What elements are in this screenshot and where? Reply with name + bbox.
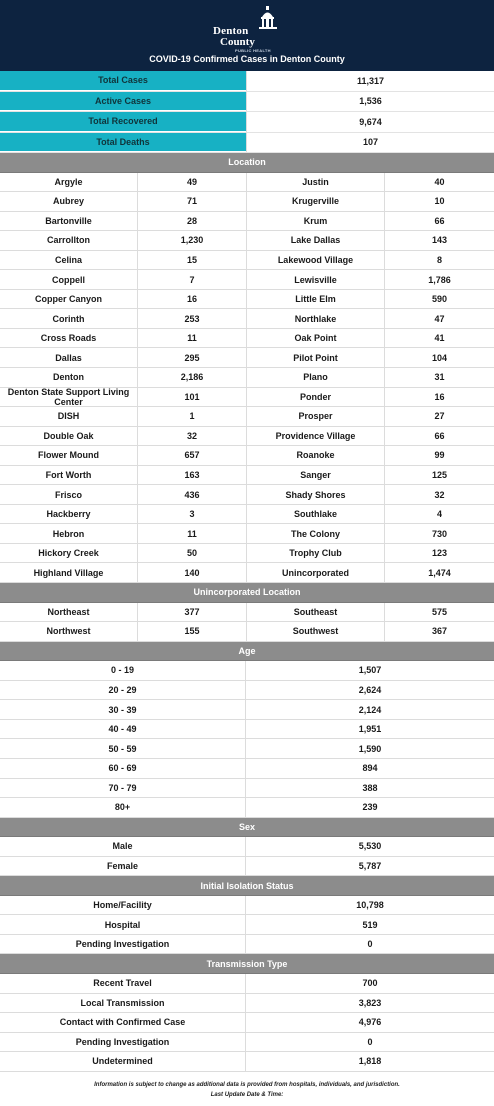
case-count: 1 bbox=[138, 407, 247, 426]
logo-line3: PUBLIC HEALTH bbox=[235, 48, 271, 53]
table-row bbox=[0, 485, 494, 505]
location-name: Lakewood Village bbox=[247, 251, 385, 270]
table-row bbox=[0, 505, 494, 525]
table-row bbox=[0, 739, 494, 759]
location-name: Krum bbox=[247, 212, 385, 231]
table-row bbox=[0, 270, 494, 290]
row-label: 70 - 79 bbox=[0, 779, 246, 798]
table-row bbox=[0, 896, 494, 916]
location-name: Krugerville bbox=[247, 192, 385, 211]
summary-value: 11,317 bbox=[246, 71, 494, 91]
table-row bbox=[0, 348, 494, 368]
location-name: Northeast bbox=[0, 603, 138, 622]
table-row bbox=[0, 1013, 494, 1033]
location-name: Sanger bbox=[247, 466, 385, 485]
case-count: 40 bbox=[434, 176, 445, 187]
row-value: 1,590 bbox=[358, 743, 382, 754]
case-count: 47 bbox=[434, 313, 445, 324]
row-label: 60 - 69 bbox=[0, 759, 246, 778]
summary-row bbox=[0, 71, 494, 92]
case-count: 1,786 bbox=[428, 274, 451, 285]
location-name: Highland Village bbox=[0, 563, 138, 582]
isolation-table bbox=[0, 896, 494, 955]
case-count: 32 bbox=[434, 489, 445, 500]
location-name: Carrollton bbox=[0, 231, 138, 250]
courthouse-icon bbox=[255, 5, 281, 31]
summary-row bbox=[0, 92, 494, 113]
table-row bbox=[0, 974, 494, 994]
location-name: Unincorporated bbox=[247, 563, 385, 582]
isolation-section-header: Initial Isolation Status bbox=[0, 876, 494, 896]
transmission-section-header: Transmission Type bbox=[0, 954, 494, 974]
location-name: Bartonville bbox=[0, 212, 138, 231]
location-name: Argyle bbox=[0, 173, 138, 192]
case-count: 31 bbox=[434, 372, 445, 383]
case-count: 16 bbox=[138, 290, 247, 309]
location-name: Hebron bbox=[0, 524, 138, 543]
case-count: 590 bbox=[431, 294, 448, 305]
location-section-header: Location bbox=[0, 153, 494, 173]
table-row bbox=[0, 915, 494, 935]
table-row bbox=[0, 837, 494, 857]
case-count: 66 bbox=[434, 215, 445, 226]
location-name: Double Oak bbox=[0, 427, 138, 446]
location-name: Lake Dallas bbox=[247, 231, 385, 250]
location-name: Prosper bbox=[247, 407, 385, 426]
location-table bbox=[0, 173, 494, 583]
case-count: 41 bbox=[434, 333, 445, 344]
case-count: 49 bbox=[138, 173, 247, 192]
denton-county-logo bbox=[213, 5, 283, 53]
case-count: 155 bbox=[138, 622, 247, 641]
location-name: Lewisville bbox=[247, 270, 385, 289]
table-row bbox=[0, 173, 494, 193]
table-row bbox=[0, 1052, 494, 1072]
disclaimer-text: Information is subject to change as additional data is provided from hospitals, individuals, and jurisdiction. bbox=[94, 1081, 400, 1088]
row-value: 5,530 bbox=[358, 841, 382, 852]
case-count: 295 bbox=[138, 348, 247, 367]
location-name: Southlake bbox=[247, 505, 385, 524]
location-name: Northwest bbox=[0, 622, 138, 641]
table-row bbox=[0, 192, 494, 212]
location-name: Coppell bbox=[0, 270, 138, 289]
case-count: 1,474 bbox=[428, 567, 451, 578]
case-count: 367 bbox=[431, 626, 448, 637]
location-name: Plano bbox=[247, 368, 385, 387]
row-label: Local Transmission bbox=[0, 994, 246, 1013]
location-name: Denton bbox=[0, 368, 138, 387]
summary-value: 9,674 bbox=[246, 112, 494, 132]
location-name: Southwest bbox=[247, 622, 385, 641]
age-section-header: Age bbox=[0, 642, 494, 662]
table-row bbox=[0, 251, 494, 271]
location-name: Oak Point bbox=[247, 329, 385, 348]
table-row bbox=[0, 544, 494, 564]
case-count: 28 bbox=[138, 212, 247, 231]
case-count: 71 bbox=[138, 192, 247, 211]
table-row bbox=[0, 857, 494, 877]
sex-table bbox=[0, 837, 494, 876]
summary-row bbox=[0, 133, 494, 154]
case-count: 8 bbox=[436, 255, 442, 265]
table-row bbox=[0, 563, 494, 583]
table-row bbox=[0, 212, 494, 232]
row-value: 1,951 bbox=[358, 724, 382, 735]
unincorporated-table bbox=[0, 603, 494, 642]
location-name: Little Elm bbox=[247, 290, 385, 309]
location-name: Pilot Point bbox=[247, 348, 385, 367]
case-count: 163 bbox=[138, 466, 247, 485]
case-count: 66 bbox=[434, 430, 445, 441]
row-value: 388 bbox=[362, 782, 378, 793]
row-label: 80+ bbox=[0, 798, 246, 817]
case-count: 104 bbox=[431, 352, 448, 363]
location-name: Providence Village bbox=[247, 427, 385, 446]
location-name: Denton State Support Living Center bbox=[0, 388, 138, 407]
location-name: Roanoke bbox=[247, 446, 385, 465]
row-value: 519 bbox=[362, 919, 378, 930]
table-row bbox=[0, 798, 494, 818]
location-name: The Colony bbox=[247, 524, 385, 543]
table-row bbox=[0, 309, 494, 329]
location-name: Copper Canyon bbox=[0, 290, 138, 309]
logo-line2: County bbox=[220, 36, 255, 48]
case-count: 125 bbox=[431, 470, 448, 481]
last-update-label: Last Update Date & Time: bbox=[210, 1091, 284, 1098]
summary-row bbox=[0, 112, 494, 133]
case-count: 99 bbox=[434, 450, 445, 461]
row-value: 2,624 bbox=[358, 685, 382, 696]
logo-line1: Denton bbox=[213, 25, 249, 37]
case-count: 657 bbox=[138, 446, 247, 465]
table-row bbox=[0, 603, 494, 623]
case-count: 10 bbox=[434, 196, 445, 207]
table-row bbox=[0, 466, 494, 486]
case-count: 11 bbox=[138, 524, 247, 543]
row-label: 30 - 39 bbox=[0, 700, 246, 719]
table-row bbox=[0, 524, 494, 544]
table-row bbox=[0, 661, 494, 681]
location-name: Shady Shores bbox=[247, 485, 385, 504]
case-count: 436 bbox=[138, 485, 247, 504]
table-row bbox=[0, 720, 494, 740]
row-value: 894 bbox=[362, 763, 378, 774]
location-name: Trophy Club bbox=[247, 544, 385, 563]
row-label: Pending Investigation bbox=[0, 1033, 246, 1052]
case-count: 16 bbox=[434, 391, 445, 402]
case-count: 140 bbox=[138, 563, 247, 582]
summary-label: Total Deaths bbox=[0, 133, 246, 153]
row-value: 3,823 bbox=[358, 997, 382, 1008]
row-label: Recent Travel bbox=[0, 974, 246, 993]
table-row bbox=[0, 231, 494, 251]
case-count: 27 bbox=[434, 411, 445, 422]
row-label: Undetermined bbox=[0, 1052, 246, 1071]
row-label: Female bbox=[0, 857, 246, 876]
table-row bbox=[0, 622, 494, 642]
row-label: Hospital bbox=[0, 915, 246, 934]
table-row bbox=[0, 759, 494, 779]
table-row bbox=[0, 935, 494, 955]
location-name: Dallas bbox=[0, 348, 138, 367]
page-title: COVID-19 Confirmed Cases in Denton County bbox=[149, 54, 345, 64]
case-count: 101 bbox=[138, 388, 247, 407]
row-label: 20 - 29 bbox=[0, 681, 246, 700]
location-name: Hackberry bbox=[0, 505, 138, 524]
table-row bbox=[0, 700, 494, 720]
case-count: 50 bbox=[138, 544, 247, 563]
row-label: 0 - 19 bbox=[0, 661, 246, 680]
age-table bbox=[0, 661, 494, 817]
row-label: Contact with Confirmed Case bbox=[0, 1013, 246, 1032]
case-count: 123 bbox=[431, 548, 448, 559]
location-name: Northlake bbox=[247, 309, 385, 328]
location-name: Celina bbox=[0, 251, 138, 270]
transmission-table bbox=[0, 974, 494, 1072]
footer bbox=[0, 1072, 494, 1100]
summary-value: 1,536 bbox=[246, 92, 494, 112]
row-value: 5,787 bbox=[358, 860, 382, 871]
table-row bbox=[0, 1033, 494, 1053]
case-count: 2,186 bbox=[138, 368, 247, 387]
row-value: 1,818 bbox=[358, 1056, 382, 1067]
location-name: Aubrey bbox=[0, 192, 138, 211]
case-count: 11 bbox=[138, 329, 247, 348]
location-name: Frisco bbox=[0, 485, 138, 504]
case-count: 7 bbox=[138, 270, 247, 289]
case-count: 3 bbox=[138, 505, 247, 524]
summary-table bbox=[0, 71, 494, 153]
row-value: 239 bbox=[362, 802, 378, 813]
table-row bbox=[0, 446, 494, 466]
row-value: 1,507 bbox=[358, 665, 382, 676]
row-value: 4,976 bbox=[358, 1017, 382, 1028]
table-row bbox=[0, 994, 494, 1014]
summary-label: Active Cases bbox=[0, 92, 246, 112]
summary-label: Total Cases bbox=[0, 71, 246, 91]
table-row bbox=[0, 329, 494, 349]
location-name: Cross Roads bbox=[0, 329, 138, 348]
page-header bbox=[0, 0, 494, 71]
location-name: Ponder bbox=[247, 388, 385, 407]
location-name: DISH bbox=[0, 407, 138, 426]
summary-value: 107 bbox=[246, 133, 494, 153]
row-value: 0 bbox=[367, 939, 373, 950]
table-row bbox=[0, 427, 494, 447]
table-row bbox=[0, 388, 494, 408]
summary-label: Total Recovered bbox=[0, 112, 246, 132]
row-label: Pending Investigation bbox=[0, 935, 246, 954]
case-count: 575 bbox=[431, 606, 448, 617]
location-name: Justin bbox=[247, 173, 385, 192]
case-count: 143 bbox=[431, 235, 448, 246]
location-name: Flower Mound bbox=[0, 446, 138, 465]
table-row bbox=[0, 779, 494, 799]
row-label: 50 - 59 bbox=[0, 739, 246, 758]
row-label: Home/Facility bbox=[0, 896, 246, 915]
location-name: Hickory Creek bbox=[0, 544, 138, 563]
row-value: 700 bbox=[362, 978, 378, 989]
location-name: Southeast bbox=[247, 603, 385, 622]
row-label: Male bbox=[0, 837, 246, 856]
table-row bbox=[0, 407, 494, 427]
row-value: 10,798 bbox=[356, 900, 384, 911]
unincorporated-section-header: Unincorporated Location bbox=[0, 583, 494, 603]
row-value: 0 bbox=[367, 1036, 373, 1047]
case-count: 730 bbox=[431, 528, 448, 539]
table-row bbox=[0, 368, 494, 388]
table-row bbox=[0, 681, 494, 701]
case-count: 4 bbox=[436, 509, 442, 520]
case-count: 32 bbox=[138, 427, 247, 446]
table-row bbox=[0, 290, 494, 310]
case-count: 1,230 bbox=[138, 231, 247, 250]
case-count: 15 bbox=[138, 251, 247, 270]
sex-section-header: Sex bbox=[0, 818, 494, 838]
case-count: 377 bbox=[138, 603, 247, 622]
location-name: Fort Worth bbox=[0, 466, 138, 485]
row-label: 40 - 49 bbox=[0, 720, 246, 739]
row-value: 2,124 bbox=[358, 704, 382, 715]
case-count: 253 bbox=[138, 309, 247, 328]
location-name: Corinth bbox=[0, 309, 138, 328]
